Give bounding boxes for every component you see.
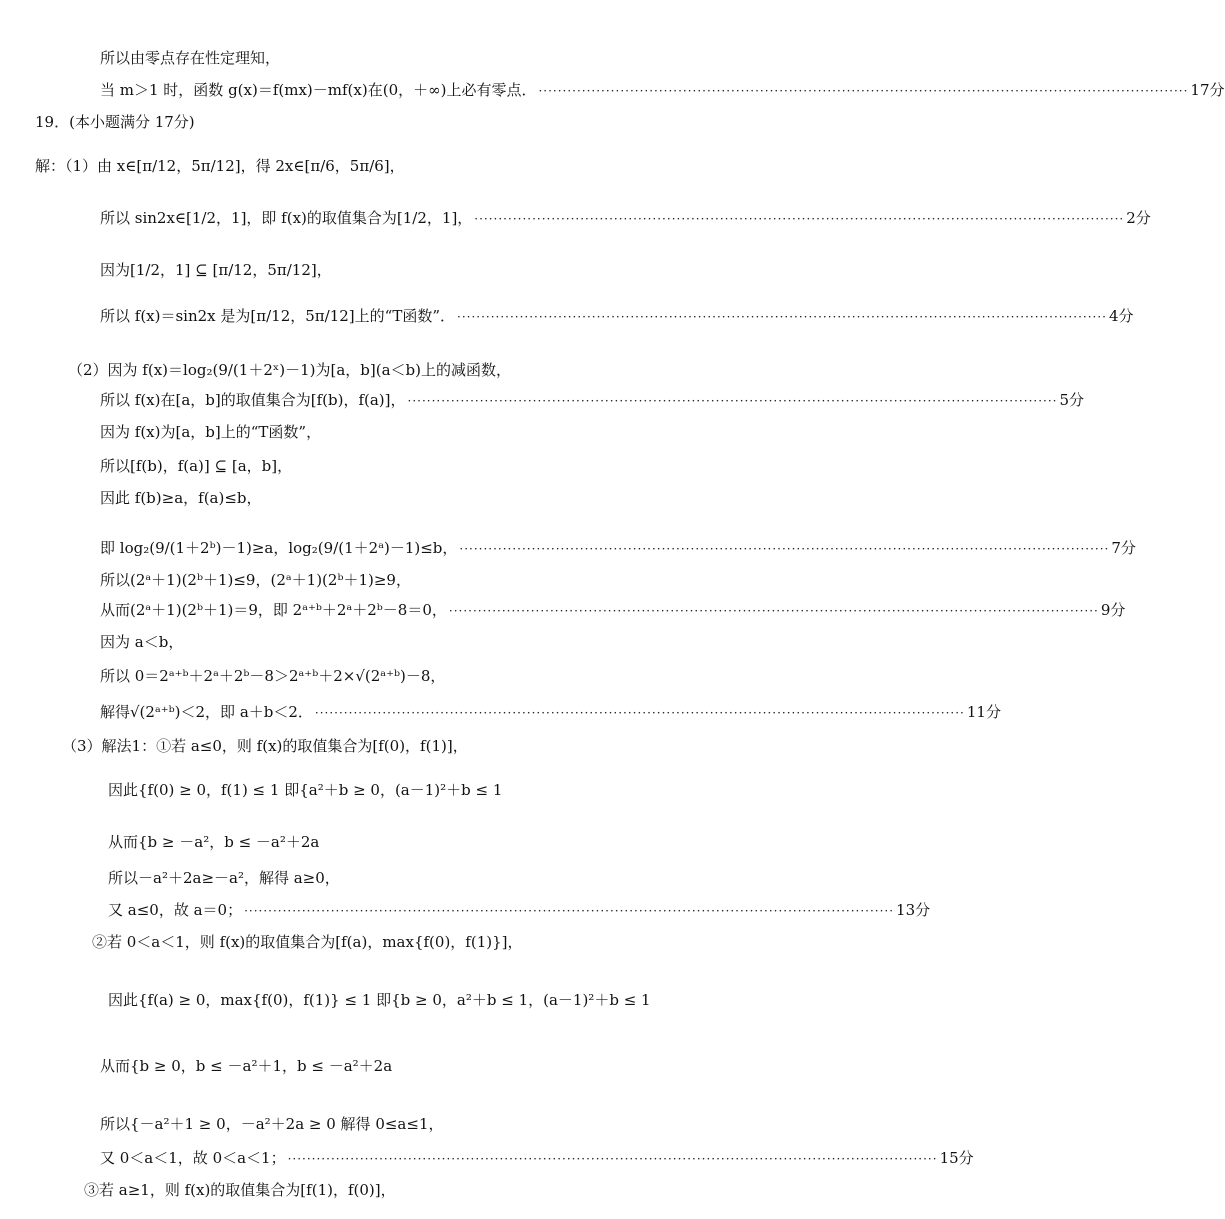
leader-dots: ·······································································································································: [407, 394, 1058, 408]
text-line: [108, 990, 651, 1010]
line-text: 19．(本小题满分 17分): [35, 113, 195, 131]
line-text: 所以 f(x)在[a，b]的取值集合为[f(b)，f(a)]，: [100, 391, 406, 409]
leader-dots: ·······································································································································: [459, 542, 1110, 556]
leader-dots: ·······································································································································: [314, 706, 965, 720]
leader-dots: ·······································································································································: [538, 84, 1189, 98]
text-line: [100, 390, 1084, 411]
line-text: 从而{b ≥ －a²，b ≤ －a²＋2a: [108, 833, 320, 851]
score-label: 11分: [966, 703, 1001, 721]
leader-dots: ·······································································································································: [448, 604, 1099, 618]
line-text: 当 m＞1 时，函数 g(x)＝f(mx)－mf(x)在(0，＋∞)上必有零点．: [100, 81, 537, 99]
line-text: ②若 0＜a＜1，则 f(x)的取值集合为[f(a)，max{f(0)，f(1)}]，: [92, 933, 523, 951]
leader-dots: ·······································································································································: [287, 1152, 938, 1166]
leader-dots: ·······································································································································: [244, 904, 895, 918]
line-text: 因为[1/2，1] ⊆ [π/12，5π/12]，: [100, 261, 332, 279]
line-text: 所以 sin2x∈[1/2，1]，即 f(x)的取值集合为[1/2，1]，: [100, 209, 473, 227]
text-line: [108, 900, 931, 921]
line-text: 因此 f(b)≥a，f(a)≤b，: [100, 489, 262, 507]
line-text: （3）解法1：①若 a≤0，则 f(x)的取值集合为[f(0)，f(1)]，: [62, 737, 468, 755]
score-label: 2分: [1126, 209, 1151, 227]
text-line: [100, 632, 183, 652]
text-line: [100, 422, 321, 442]
line-text: 因此{f(a) ≥ 0，max{f(0)，f(1)} ≤ 1 即{b ≥ 0，a²＋b ≤ 1，(a－1)²＋b ≤ 1: [108, 991, 651, 1009]
text-line: [100, 538, 1136, 559]
line-text: 因为 f(x)为[a，b]上的“T函数”，: [100, 423, 322, 441]
line-text: 又 a≤0，故 a＝0；: [108, 901, 243, 919]
line-text: 所以－a²＋2a≥－a²，解得 a≥0，: [108, 869, 340, 887]
score-label: 4分: [1108, 307, 1134, 325]
score-label: 17分: [1190, 81, 1225, 99]
line-text: 从而{b ≥ 0，b ≤ －a²＋1，b ≤ －a²＋2a: [100, 1057, 393, 1075]
line-text: 所以(2ᵃ＋1)(2ᵇ＋1)≤9，(2ᵃ＋1)(2ᵇ＋1)≥9，: [100, 571, 411, 589]
line-text: 因为 a＜b，: [100, 633, 184, 651]
text-line: [100, 456, 292, 476]
text-line: [100, 48, 280, 68]
text-line: [100, 1148, 974, 1169]
score-label: 15分: [939, 1149, 974, 1167]
line-text: 又 0＜a＜1，故 0＜a＜1；: [100, 1149, 286, 1167]
text-line: [108, 868, 340, 888]
text-line: [62, 736, 468, 756]
line-text: 所以 f(x)＝sin2x 是为[π/12，5π/12]上的“T函数”．: [100, 307, 455, 325]
question-header: [35, 112, 195, 132]
text-line: [100, 488, 262, 508]
text-line: [100, 80, 1225, 101]
text-line: [84, 1180, 396, 1200]
line-text: 解：（1）由 x∈[π/12，5π/12]，得 2x∈[π/6，5π/6]，: [35, 157, 405, 175]
text-line: [68, 360, 511, 380]
leader-dots: ·······································································································································: [457, 310, 1107, 324]
text-line: [100, 208, 1151, 229]
text-line: [92, 932, 523, 952]
text-line: [100, 666, 445, 686]
line-text: 所以{－a²＋1 ≥ 0，－a²＋2a ≥ 0 解得 0≤a≤1，: [100, 1115, 444, 1133]
text-line: [35, 156, 405, 176]
line-text: 从而(2ᵃ＋1)(2ᵇ＋1)＝9，即 2ᵃ⁺ᵇ＋2ᵃ＋2ᵇ－8＝0，: [100, 601, 447, 619]
score-label: 7分: [1111, 539, 1136, 557]
line-text: （2）因为 f(x)＝log₂(9/(1＋2ˣ)－1)为[a，b](a＜b)上的减函数，: [68, 361, 511, 379]
score-label: 5分: [1059, 391, 1084, 409]
text-line: [100, 702, 1001, 723]
leader-dots: ·······································································································································: [474, 212, 1125, 226]
text-line: [100, 306, 1134, 327]
line-text: 所以 0＝2ᵃ⁺ᵇ＋2ᵃ＋2ᵇ－8＞2ᵃ⁺ᵇ＋2×√(2ᵃ⁺ᵇ)－8，: [100, 667, 446, 685]
text-line: [100, 600, 1126, 621]
line-text: 解得√(2ᵃ⁺ᵇ)＜2，即 a＋b＜2．: [100, 703, 313, 721]
text-line: [100, 1114, 444, 1134]
text-line: [100, 260, 332, 280]
line-text: 所以由零点存在性定理知，: [100, 49, 281, 67]
score-label: 9分: [1100, 601, 1126, 619]
score-label: 13分: [896, 901, 931, 919]
text-line: [108, 832, 319, 852]
line-text: 因此{f(0) ≥ 0，f(1) ≤ 1 即{a²＋b ≥ 0，(a－1)²＋b ≤ 1: [108, 781, 503, 799]
text-line: [100, 1056, 392, 1076]
line-text: 所以[f(b)，f(a)] ⊆ [a，b]，: [100, 457, 293, 475]
line-text: ③若 a≥1，则 f(x)的取值集合为[f(1)，f(0)]，: [84, 1181, 396, 1199]
text-line: [100, 570, 411, 590]
text-line: [108, 780, 502, 800]
line-text: 即 log₂(9/(1＋2ᵇ)－1)≥a，log₂(9/(1＋2ᵃ)－1)≤b，: [100, 539, 458, 557]
